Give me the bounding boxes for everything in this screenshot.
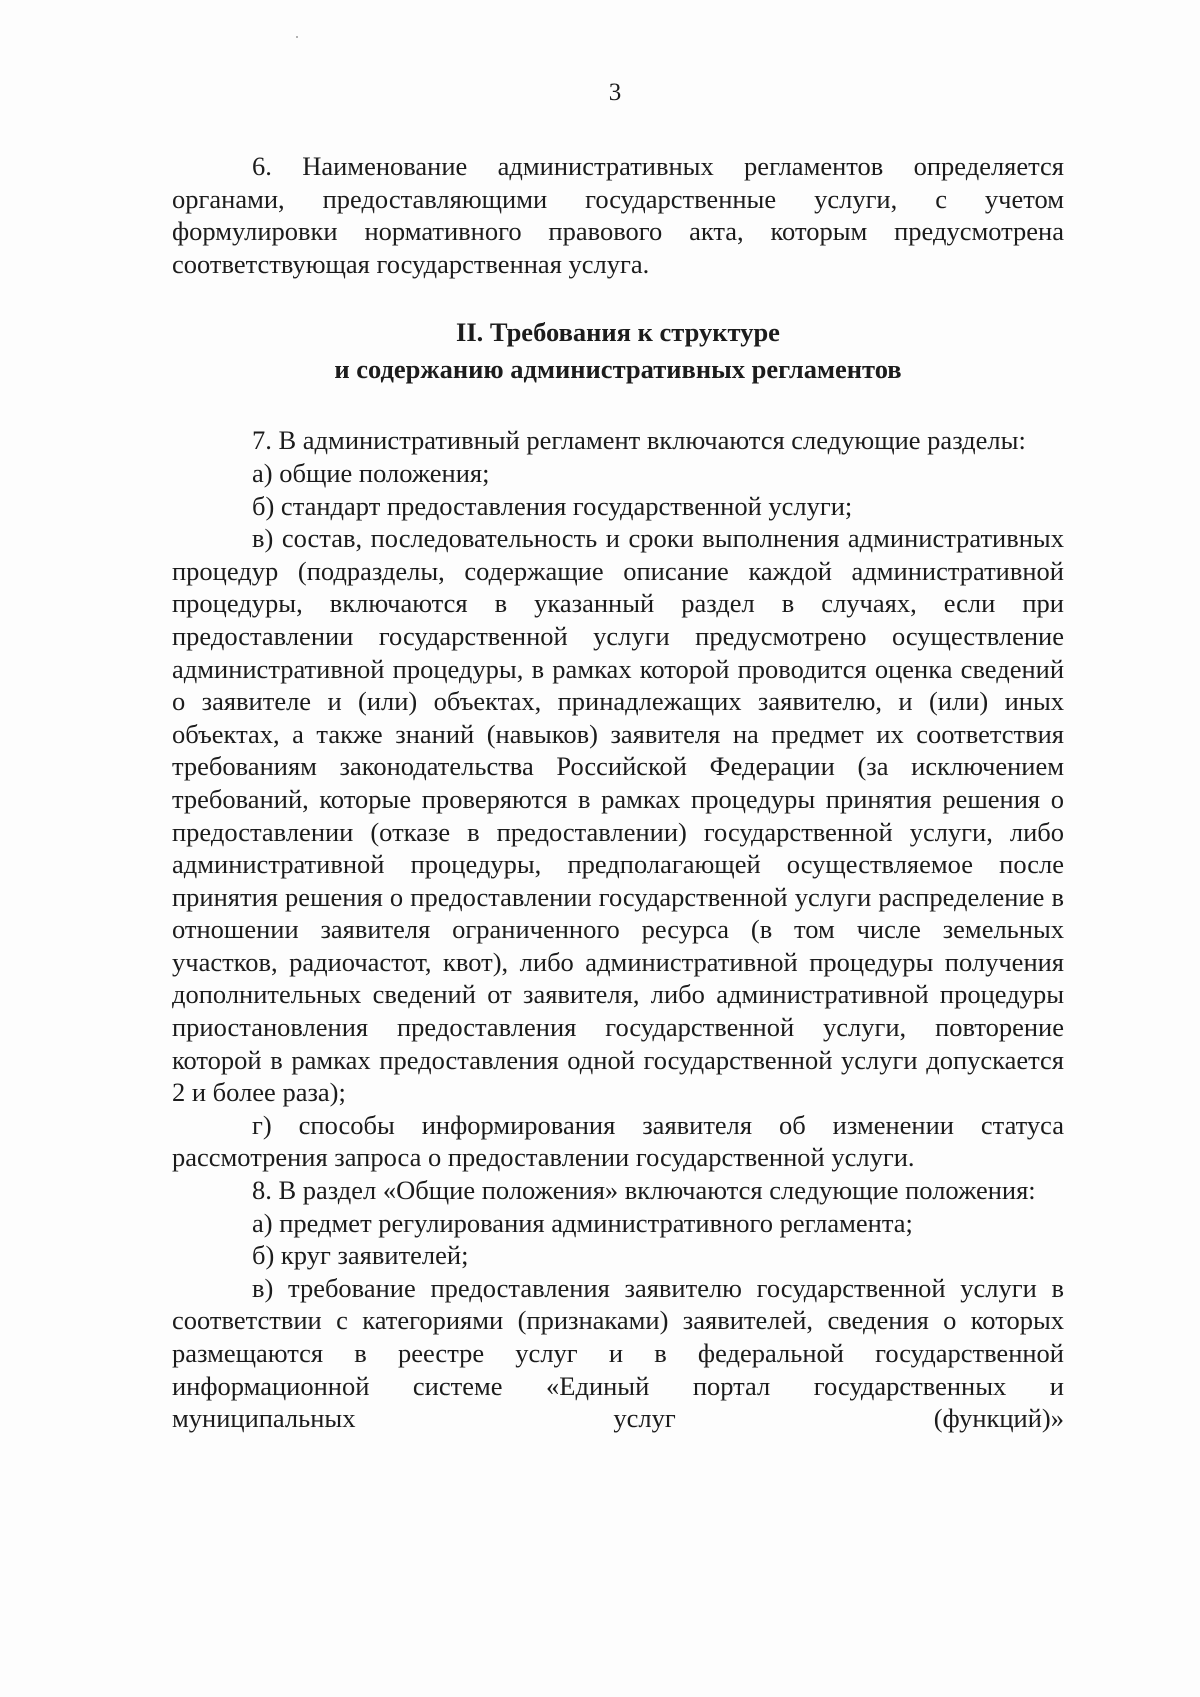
paragraph-7: 7. В административный регламент включаются следующие разделы:: [252, 425, 1026, 456]
section-heading: [172, 314, 1064, 388]
paragraph-8-item-b: б) круг заявителей;: [252, 1240, 469, 1271]
paragraph-8: 8. В раздел «Общие положения» включаются следующие положения:: [252, 1175, 1036, 1206]
paragraph-6: 6. Наименование административных регламентов определяется органами, предоставляющими государственные услуги, с учетом формулировки нормативного правового акта, которым предусмотрена соответствующая государственная услуга.: [172, 151, 1064, 279]
page-number: 3: [608, 79, 622, 106]
section-heading-line-2: и содержанию административных регламентов: [334, 354, 902, 385]
paragraph-7-item-v: в) состав, последовательность и сроки выполнения административных процедур (подразделы, содержащие описание каждой административной процедуры, включаются в указанный раздел в случаях, если при предоставлении государственной услуги предусмотрено осуществление административной процедуры, в рамках которой проводится оценка сведений о заявителе и (или) объектах, принадлежащих заявителю, и (или) иных объектах, а также знаний (навыков) заявителя на предмет их соответствия требованиям законодательства Российской Федерации (за исключением требований, которые проверяются в рамках процедуры принятия решения о предоставлении (отказе в предоставлении) государственной услуги, либо административной процедуры, предполагающей осуществляемое после принятия решения о предоставлении государственной услуги распределение в отношении заявителя ограниченного ресурса (в том числе земельных участков, радиочастот, квот), либо административной процедуры получения дополнительных сведений от заявителя, либо административной процедуры приостановления предоставления государственной услуги, повторение которой в рамках предоставления одной государственной услуги допускается 2 и более раза);: [172, 523, 1064, 1108]
paragraph-7-item-a: а) общие положения;: [252, 457, 490, 488]
paragraph-7-item-g: г) способы информирования заявителя об изменении статуса рассмотрения запроса о предоставлении государственной услуги.: [172, 1109, 1064, 1173]
paragraph-8-item-a: а) предмет регулирования административного регламента;: [252, 1207, 913, 1238]
paragraph-7-item-b: б) стандарт предоставления государственной услуги;: [252, 490, 853, 521]
document-body: [172, 150, 1064, 1435]
section-heading-line-1: II. Требования к структуре: [456, 317, 780, 348]
paragraph-8-item-v: в) требование предоставления заявителю государственной услуги в соответствии с категориями (признаками) заявителей, сведения о которых размещаются в реестре услуг и в федеральной государственной информационной системе «Единый портал государственных и муниципальных услуг (функций)»: [172, 1272, 1064, 1434]
scan-artifact-dot: [296, 36, 298, 38]
